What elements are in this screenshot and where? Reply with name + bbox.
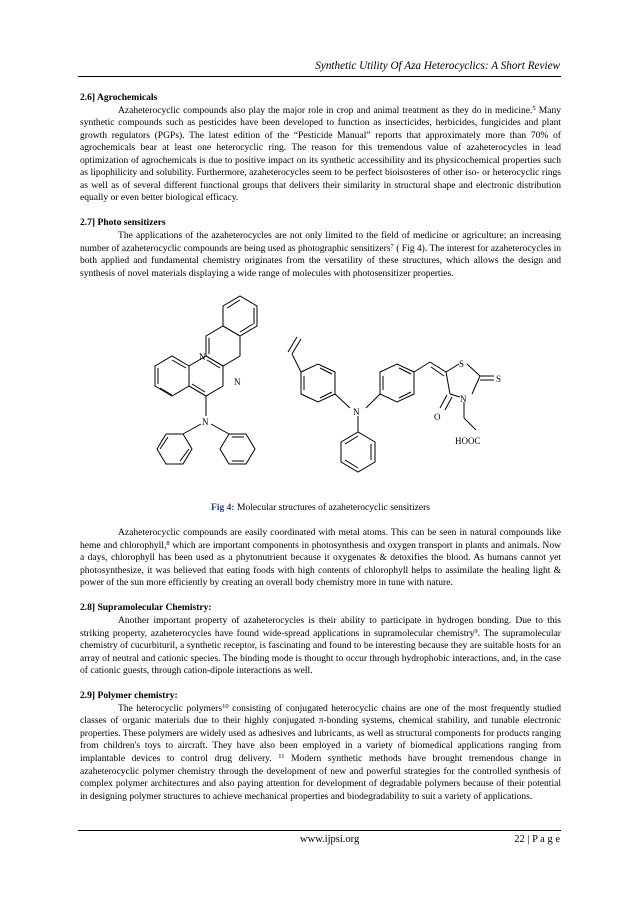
section-heading-supramolecular: 2.8] Supramolecular Chemistry: <box>80 602 212 614</box>
citation-ref: 11 <box>278 752 285 760</box>
figure-label: Fig 4: <box>211 502 235 514</box>
atom-n: N <box>460 394 467 405</box>
atom-n: N <box>199 352 206 363</box>
figure-4 <box>80 284 561 502</box>
citation-ref: 5 <box>532 104 536 112</box>
header-rule <box>78 76 561 77</box>
atom-o: O <box>434 412 441 423</box>
article-body <box>80 92 561 803</box>
citation-ref: 10 <box>222 702 229 710</box>
group-hooc: HOOC <box>455 436 481 447</box>
atom-s: S <box>496 374 502 385</box>
paragraph-agrochemicals: Azaheterocyclic compounds also play the major role in crop and animal treatment as they do in medicine.$^5$ Many synthetic compounds such as pesticides have been developed to function as insecticides, herbicides, fungicides and plant growth regulators (PGPs). The latest edition of the “Pesticide Manual” reports that approximately more than 70% of agrochemicals bear at least one heterocyclic ring. The reason for this tremendous value of azaheterocycles in lead optimization of agrochemicals is due to positive impact on its synthetic accessibility and its physicochemical properties such as lipophilicity and solubility. Furthermore, azaheterocycles seem to be perfect bioisosteres of other iso- or heterocyclic rings as well as of several different functional groups that delivers their similarity in structural shape and electronic distribution equally or even better biological efficacy. <box>80 104 561 204</box>
running-head: Synthetic Utility Of Aza Heterocyclics: A Short Review <box>315 60 560 72</box>
atom-n: N <box>202 417 209 428</box>
paragraph-polymer: The heterocyclic polymers$^{10}$ consisting of conjugated heterocyclic chains are one of the most frequently studied classes of organic materials due to their highly conjugated π-bonding systems, chemical stability, and tunable electronic properties. These polymers are widely used as adhesives and lubricants, as well as structural components for products ranging from children's toys to aircraft. They have also been employed in a variety of biomedical applications ranging from implantable devices to control drug delivery. $^{11}$ Modern synthetic methods have brought tremendous change in azaheterocyclic polymer chemistry through the development of new and powerful strategies for the controlled synthesis of complex polymer architectures and also paying attention for development of degradable polymers because of their potential in designing polymer structures to achieve mechanical properties and biodegradability to suit a variety of applications. <box>80 702 562 802</box>
citation-ref: 8 <box>166 539 170 547</box>
atom-s: S <box>459 359 465 370</box>
molecular-structures-diagram <box>80 284 561 502</box>
citation-ref: 7 <box>390 242 394 250</box>
footer-url: www.ijpsi.org <box>300 834 360 845</box>
paragraph-supramolecular: Another important property of azaheterocycles is their ability to participate in hydrogen bonding. Due to this striking property, azaheterocycles have found wide-spread applications in supramolecular chemistry$^9$. The supramolecular chemistry of cucurbituril, a synthetic receptor, is fascinating and found to be interesting because they are suitable hosts for an array of neutral and cationic species. The binding mode is thought to occur through hydrophobic interactions, and, in the case of cationic guests, through cation-dipole interactions as well. <box>80 614 561 677</box>
footer-page-number: 22 | P a g e <box>514 834 560 845</box>
figure-caption-text: Molecular structures of azaheterocyclic sensitizers <box>234 502 430 514</box>
section-heading-polymer: 2.9] Polymer chemistry: <box>80 690 178 702</box>
molecule-1 <box>155 296 257 464</box>
citation-ref: 9 <box>474 627 478 635</box>
section-heading-agrochemicals: 2.6] Agrochemicals <box>80 92 158 103</box>
atom-n: N <box>353 407 360 418</box>
paragraph-photo-sensitizers: The applications of the azaheterocycles are not only limited to the field of medicine or agriculture; an increasing number of azaheterocyclic compounds are being used as photographic sensitizers$^7$ ( Fig 4). The interest for azaheterocycles in both applied and fundamental chemistry originates from the versatility of these structures, which allows the design and synthesis of novel materials displaying a wide range of molecules with photosensitizer properties. <box>80 229 561 279</box>
figure-caption <box>80 502 561 515</box>
molecule-2 <box>288 337 494 472</box>
footer-rule <box>78 830 561 831</box>
atom-n: N <box>234 377 241 388</box>
section-heading-photo-sensitizers: 2.7] Photo sensitizers <box>80 217 166 229</box>
paragraph-chlorophyll: Azaheterocyclic compounds are easily coordinated with metal atoms. This can be seen in natural compounds like heme and chlorophyll,$^8$ which are important components in photosynthesis and oxygen transport in plants and animals. Now a days, chlorophyll has been used as a phytonutrient because it oxygenates & detoxifies the blood. As humans cannot yet photosynthesize, it was believed that eating foods with high contents of chlorophyll helps to assimilate the healing light & power of the sun more efficiently by creating an overall body chemistry more in tune with nature. <box>80 527 561 589</box>
